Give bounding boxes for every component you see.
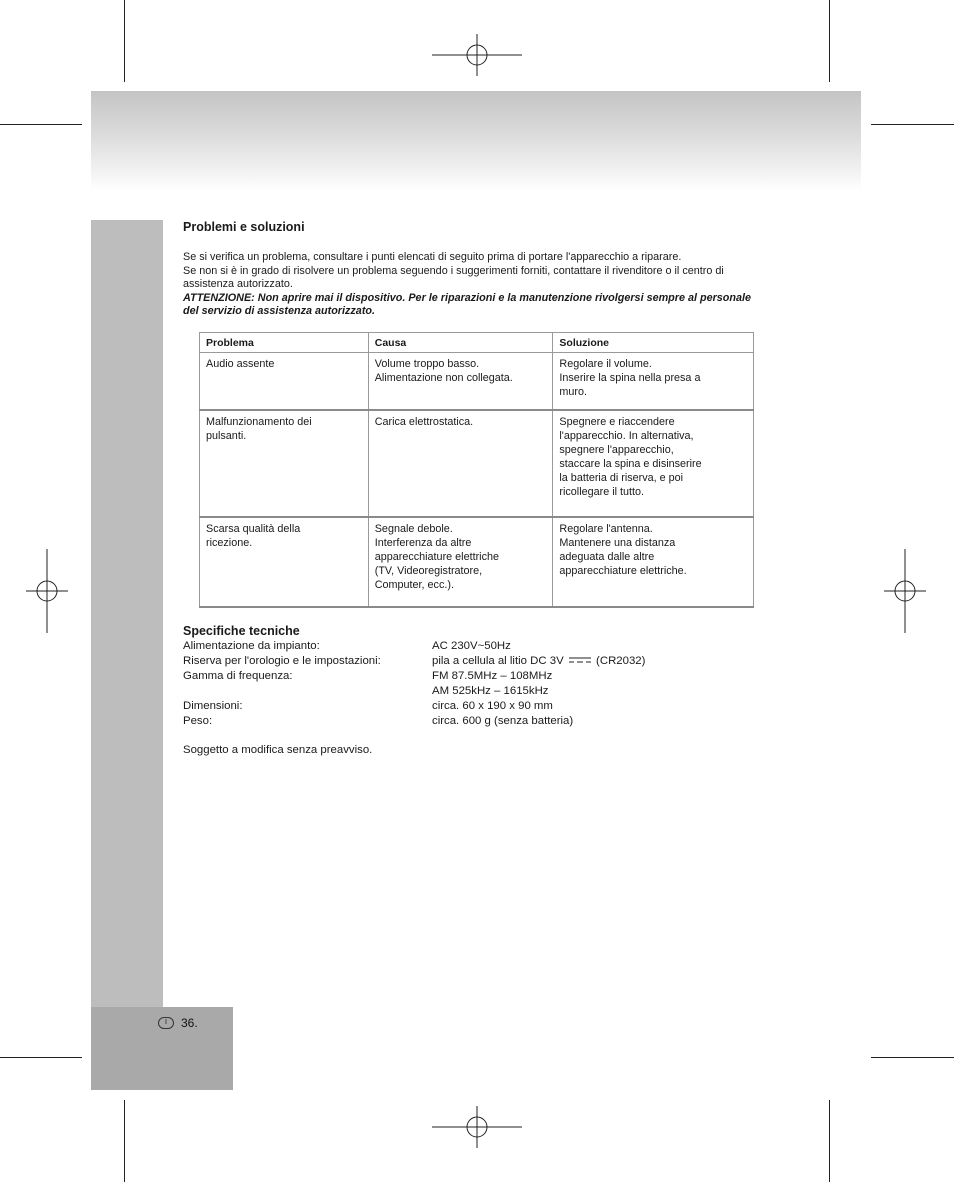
table-row: [200, 410, 754, 517]
crop-mark: [124, 0, 125, 82]
spec-label: Gamma di frequenza:: [183, 670, 293, 682]
page-number: [158, 1016, 198, 1030]
spec-value: AC 230V~50Hz: [432, 640, 511, 652]
page-number-text: 36.: [181, 1016, 198, 1030]
registration-mark-icon: [432, 34, 522, 76]
spec-value-text: pila a cellula al litio DC 3V: [432, 655, 564, 667]
crop-mark: [871, 1057, 954, 1058]
solution-cell: Regolare l'antenna. Mantenere una distanza adeguata dalle altre apparecchiature elettriche.: [553, 517, 754, 607]
spec-row: [183, 699, 743, 714]
spec-row: [183, 639, 743, 654]
spec-label: Peso:: [183, 715, 213, 727]
troubleshooting-table: [199, 332, 754, 608]
intro-paragraph: Se non si è in grado di risolvere un problema seguendo i suggerimenti forniti, contattare il rivenditore o il centro di assistenza autorizzato.: [183, 264, 724, 291]
crop-mark: [0, 124, 82, 125]
warning-text: ATTENZIONE: Non aprire mai il dispositivo. Per le riparazioni e la manutenzione rivolgersi sempre al personale del servizio di assistenza autorizzato.: [183, 291, 751, 318]
spec-value: circa. 60 x 190 x 90 mm: [432, 700, 553, 712]
problem-cell: Malfunzionamento dei pulsanti.: [200, 410, 369, 517]
registration-mark-icon: [26, 549, 68, 633]
problem-cell: Audio assente: [200, 353, 369, 410]
spec-label: Riserva per l'orologio e le impostazioni:: [183, 655, 381, 667]
intro-text: [183, 251, 763, 319]
spec-label: Alimentazione da impianto:: [183, 640, 320, 652]
spec-row: [183, 714, 743, 729]
solution-cell: Spegnere e riaccendere l'apparecchio. In alternativa, spegnere l'apparecchio, staccare la spina e disinserire la batteria di riserva, e poi ricollegare il tutto.: [553, 410, 754, 517]
crop-mark: [124, 1100, 125, 1182]
table-header-row: [200, 333, 754, 353]
cause-cell: Carica elettrostatica.: [368, 410, 553, 517]
crop-mark: [829, 0, 830, 82]
cause-cell: Volume troppo basso. Alimentazione non collegata.: [368, 353, 553, 410]
troubleshooting-section: [183, 220, 763, 319]
crop-mark: [0, 1057, 82, 1058]
column-header: Soluzione: [553, 333, 754, 353]
table-row: [200, 353, 754, 410]
column-header: Problema: [200, 333, 369, 353]
problem-cell: Scarsa qualità della ricezione.: [200, 517, 369, 607]
header-band: [91, 91, 861, 191]
spec-row: [183, 669, 743, 684]
spec-value: FM 87.5MHz – 108MHz: [432, 670, 553, 682]
column-header: Causa: [368, 333, 553, 353]
language-badge: I: [158, 1017, 174, 1029]
specifications-section: [183, 624, 743, 758]
section-title: Specifiche tecniche: [183, 624, 300, 638]
crop-mark: [829, 1100, 830, 1182]
cause-cell: Segnale debole. Interferenza da altre apparecchiature elettriche (TV, Videoregistratore, Computer, ecc.).: [368, 517, 553, 607]
disclaimer-note: Soggetto a modifica senza preavviso.: [183, 744, 373, 756]
spec-value: AM 525kHz – 1615kHz: [432, 685, 549, 697]
registration-mark-icon: [432, 1106, 522, 1148]
intro-paragraph: Se si verifica un problema, consultare i punti elencati di seguito prima di portare l'apparecchio a riparare.: [183, 251, 682, 263]
spec-row: [183, 684, 743, 699]
spec-value: circa. 600 g (senza batteria): [432, 715, 574, 727]
table-row: [200, 517, 754, 607]
spec-value-text: (CR2032): [596, 655, 646, 667]
spec-label: Dimensioni:: [183, 700, 243, 712]
spec-value: [432, 654, 645, 669]
registration-mark-icon: [884, 549, 926, 633]
solution-cell: Regolare il volume. Inserire la spina nella presa a muro.: [553, 353, 754, 410]
section-title: Problemi e soluzioni: [183, 220, 305, 234]
dc-symbol-icon: [569, 657, 591, 663]
spec-row: [183, 654, 743, 669]
side-strip: [91, 220, 163, 1090]
crop-mark: [871, 124, 954, 125]
